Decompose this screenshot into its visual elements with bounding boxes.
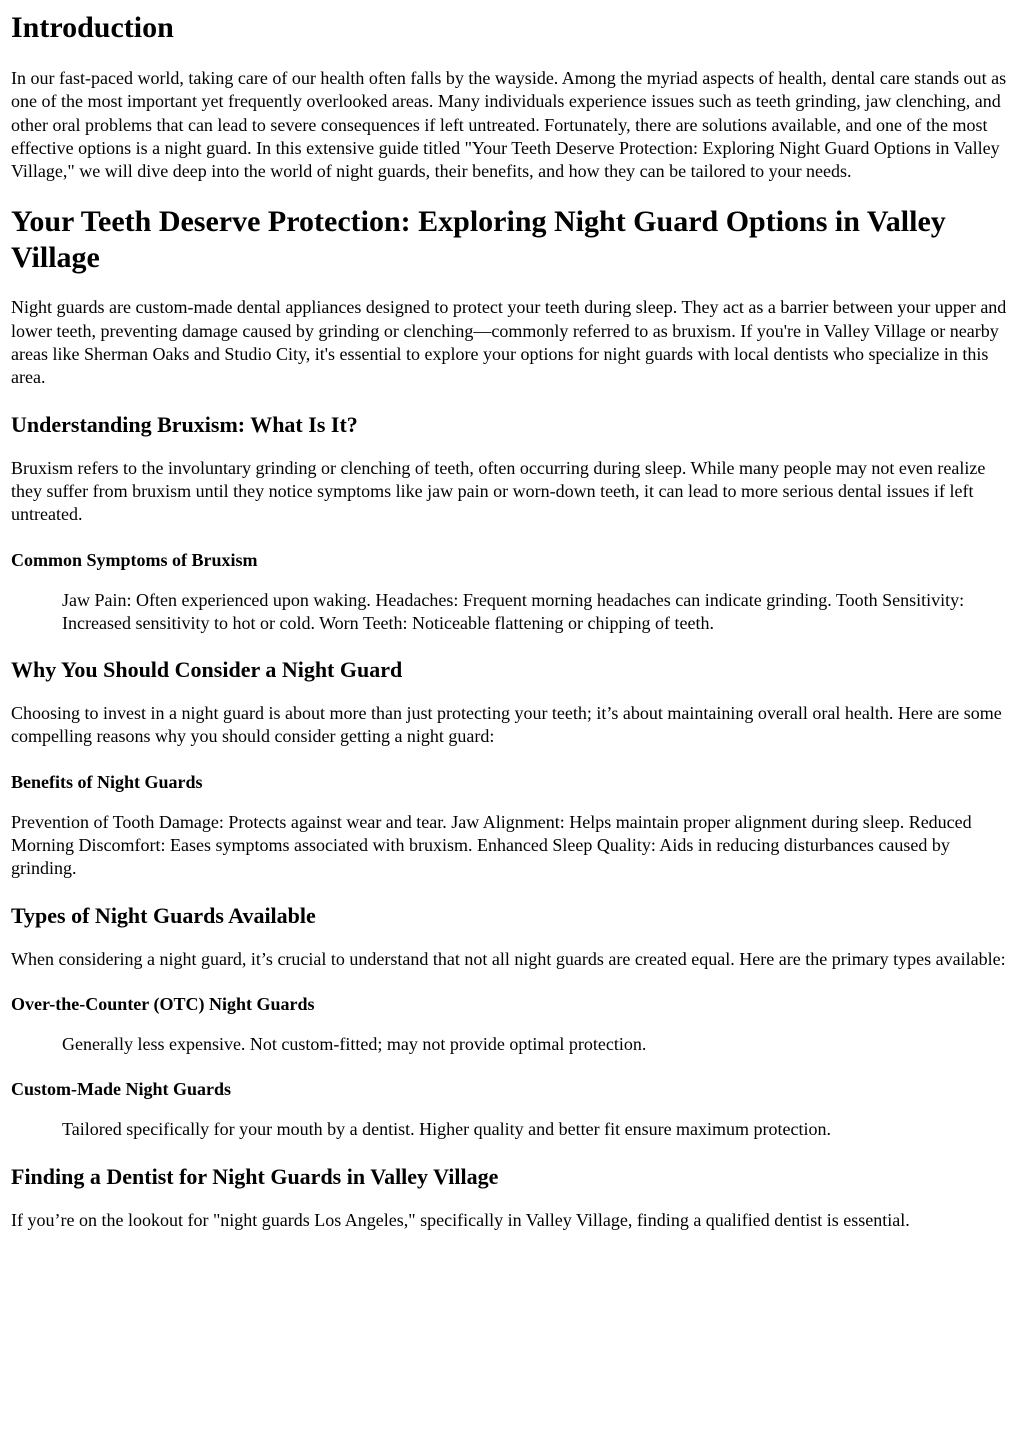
main-paragraph: Night guards are custom-made dental appliances designed to protect your teeth during sleep. They act as a barrier between your upper and lower teeth, preventing damage caused by grinding or clenching—commonly referred to as bruxism. If you're in Valley Village or nearby areas like Sherman Oaks and Studio City, it's essential to explore your options for night guards with local dentists who specialize in this area. bbox=[11, 297, 1007, 388]
intro-paragraph: In our fast-paced world, taking care of our health often falls by the wayside. Among the myriad aspects of health, dental care stands out as one of the most important yet frequently overlooked areas. Many individuals experience issues such as teeth grinding, jaw clenching, and other oral problems that can lead to severe consequences if left untreated. Fortunately, there are solutions available, and one of the most effective options is a night guard. In this extensive guide titled "Your Teeth Deserve Protection: Exploring Night Guard Options in Valley Village," we will dive deep into the world of night guards, their benefits, and how they can be tailored to your needs. bbox=[11, 68, 1007, 182]
symptoms-list: Jaw Pain: Often experienced upon waking. Headaches: Frequent morning headaches can indicate grinding. Tooth Sensitivity: Increased sensitivity to hot or cold. Worn Teeth: Noticeable flattening or chipping of teeth. bbox=[62, 589, 965, 633]
consider-paragraph: Choosing to invest in a night guard is about more than just protecting your teeth; it’s about maintaining overall oral health. Here are some compelling reasons why you should consider getting a night guard: bbox=[11, 703, 1002, 747]
finding-paragraph: If you’re on the lookout for "night guards Los Angeles," specifically in Valley Village, finding a qualified dentist is essential. bbox=[11, 1209, 910, 1230]
custom-heading: Custom-Made Night Guards bbox=[11, 1079, 232, 1100]
intro-heading: Introduction bbox=[11, 11, 174, 44]
bruxism-paragraph: Bruxism refers to the involuntary grinding or clenching of teeth, often occurring during sleep. While many people may not even realize they suffer from bruxism until they notice symptoms like jaw pain or worn-down teeth, it can lead to more serious dental issues if left untreated. bbox=[11, 457, 986, 525]
consider-heading: Why You Should Consider a Night Guard bbox=[11, 657, 403, 683]
bruxism-heading: Understanding Bruxism: What Is It? bbox=[11, 411, 358, 437]
symptoms-heading: Common Symptoms of Bruxism bbox=[11, 549, 258, 570]
otc-heading: Over-the-Counter (OTC) Night Guards bbox=[11, 993, 315, 1014]
main-heading: Your Teeth Deserve Protection: Exploring Night Guard Options in Valley Village bbox=[11, 205, 946, 275]
benefits-heading: Benefits of Night Guards bbox=[11, 771, 203, 792]
otc-list: Generally less expensive. Not custom-fitted; may not provide optimal protection. bbox=[62, 1033, 647, 1054]
types-paragraph: When considering a night guard, it’s crucial to understand that not all night guards are created equal. Here are the primary types available: bbox=[11, 948, 1006, 969]
types-heading: Types of Night Guards Available bbox=[11, 902, 316, 928]
article bbox=[0, 10, 1024, 1232]
custom-list: Tailored specifically for your mouth by a dentist. Higher quality and better fit ensure maximum protection. bbox=[62, 1119, 832, 1140]
finding-heading: Finding a Dentist for Night Guards in Valley Village bbox=[11, 1163, 499, 1189]
benefits-list: Prevention of Tooth Damage: Protects against wear and tear. Jaw Alignment: Helps maintain proper alignment during sleep. Reduced Morning Discomfort: Eases symptoms associated with bruxism. Enhanced Sleep Quality: Aids in reducing disturbances caused by grinding. bbox=[11, 811, 972, 879]
